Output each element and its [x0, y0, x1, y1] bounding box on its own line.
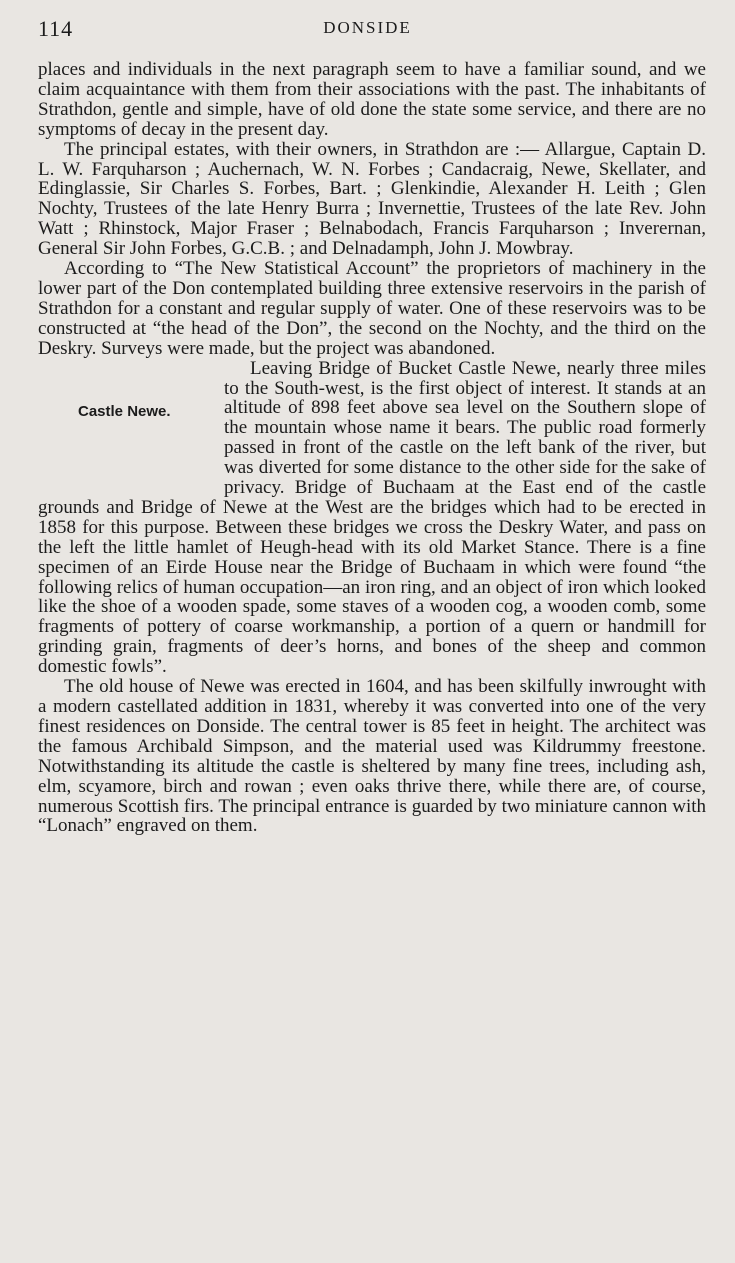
- paragraph-5: The old house of Newe was erected in 1604, and has been skilfully inwrought with a modern castellated addition in 1831, whereby it was converted into one of the very finest residences on Donside. The central tower is 85 feet in height. The architect was the famous Archibald Simpson, and the material used was Kildrummy freestone. Notwithstanding its altitude the castle is sheltered by many fine trees, including ash, elm, scyamore, birch and rowan ; even oaks thrive there, while there are, of course, numerous Scottish firs. The principal entrance is guarded by two miniature cannon with “Lonach” engraved on them.: [38, 676, 706, 837]
- page-number: 114: [38, 16, 74, 41]
- paragraph-3: According to “The New Statistical Account” the proprietors of machinery in the lower part of the Don contemplated building three extensive reservoirs in the parish of Strathdon for a constant and regular supply of water. One of these reservoirs was to be constructed at “the head of the Don”, the second on the Nochty, and the third on the Deskry. Surveys were made, but the project was abandoned.: [38, 258, 706, 359]
- sidenote-castle-newe: Castle Newe.: [78, 402, 171, 420]
- paragraph-2: The principal estates, with their owners, in Strathdon are :— Allargue, Captain D. L. W. Farquharson ; Auchernach, W. N. Forbes ; Candacraig, Newe, Skellater, and Edinglassie, Sir Charles S. Forbes, Bart. ; Glenkindie, Alexander H. Leith ; Glen Nochty, Trustees of the late Henry Burra ; Invernettie, Trustees of the late Rev. John Watt ; Rhinstock, Major Fraser ; Belnabodach, Francis Farquharson ; Inverernan, General Sir John Forbes, G.C.B. ; and Delnadamph, John J. Mowbray.: [38, 138, 706, 260]
- running-title: DONSIDE: [323, 18, 412, 37]
- paragraph-4: Leaving Bridge of Bucket Castle Newe, nearly three miles to the South-west, is the first object of interest. It stands at an altitude of 898 feet above sea level on the Southern slope of the mountain whose name it bears. The public road formerly passed in front of the castle on the left bank of the river, but was diverted for some distance to the other side for the sake of privacy. Bridge of Buchaam at the East end of the castle grounds and Bridge of Newe at the West are the bridges which had to be erected in 1858 for this purpose. Between these bridges we cross the Deskry Water, and pass on the left the little hamlet of Heugh-head with its old Market Stance. There is a fine specimen of an Eirde House near the Bridge of Buchaam in which were found “the following relics of human occupation—an iron ring, and an object of iron which looked like the shoe of a wooden spade, some staves of a wooden cog, a wooden comb, some fragments of pottery of coarse workmanship, a portion of a quern or handmill for grinding grain, fragments of deer’s horns, and bones of the sheep and common domestic fowls”.: [38, 357, 706, 678]
- page-body: [38, 60, 706, 836]
- paragraph-1: places and individuals in the next paragraph seem to have a familiar sound, and we claim acquaintance with them from their associations with the past. The inhabitants of Strathdon, gentle and simple, have of old done the state some service, and there are no symptoms of decay in the present day.: [38, 59, 706, 140]
- page-header: [38, 16, 697, 46]
- castle-newe-section: [38, 359, 706, 678]
